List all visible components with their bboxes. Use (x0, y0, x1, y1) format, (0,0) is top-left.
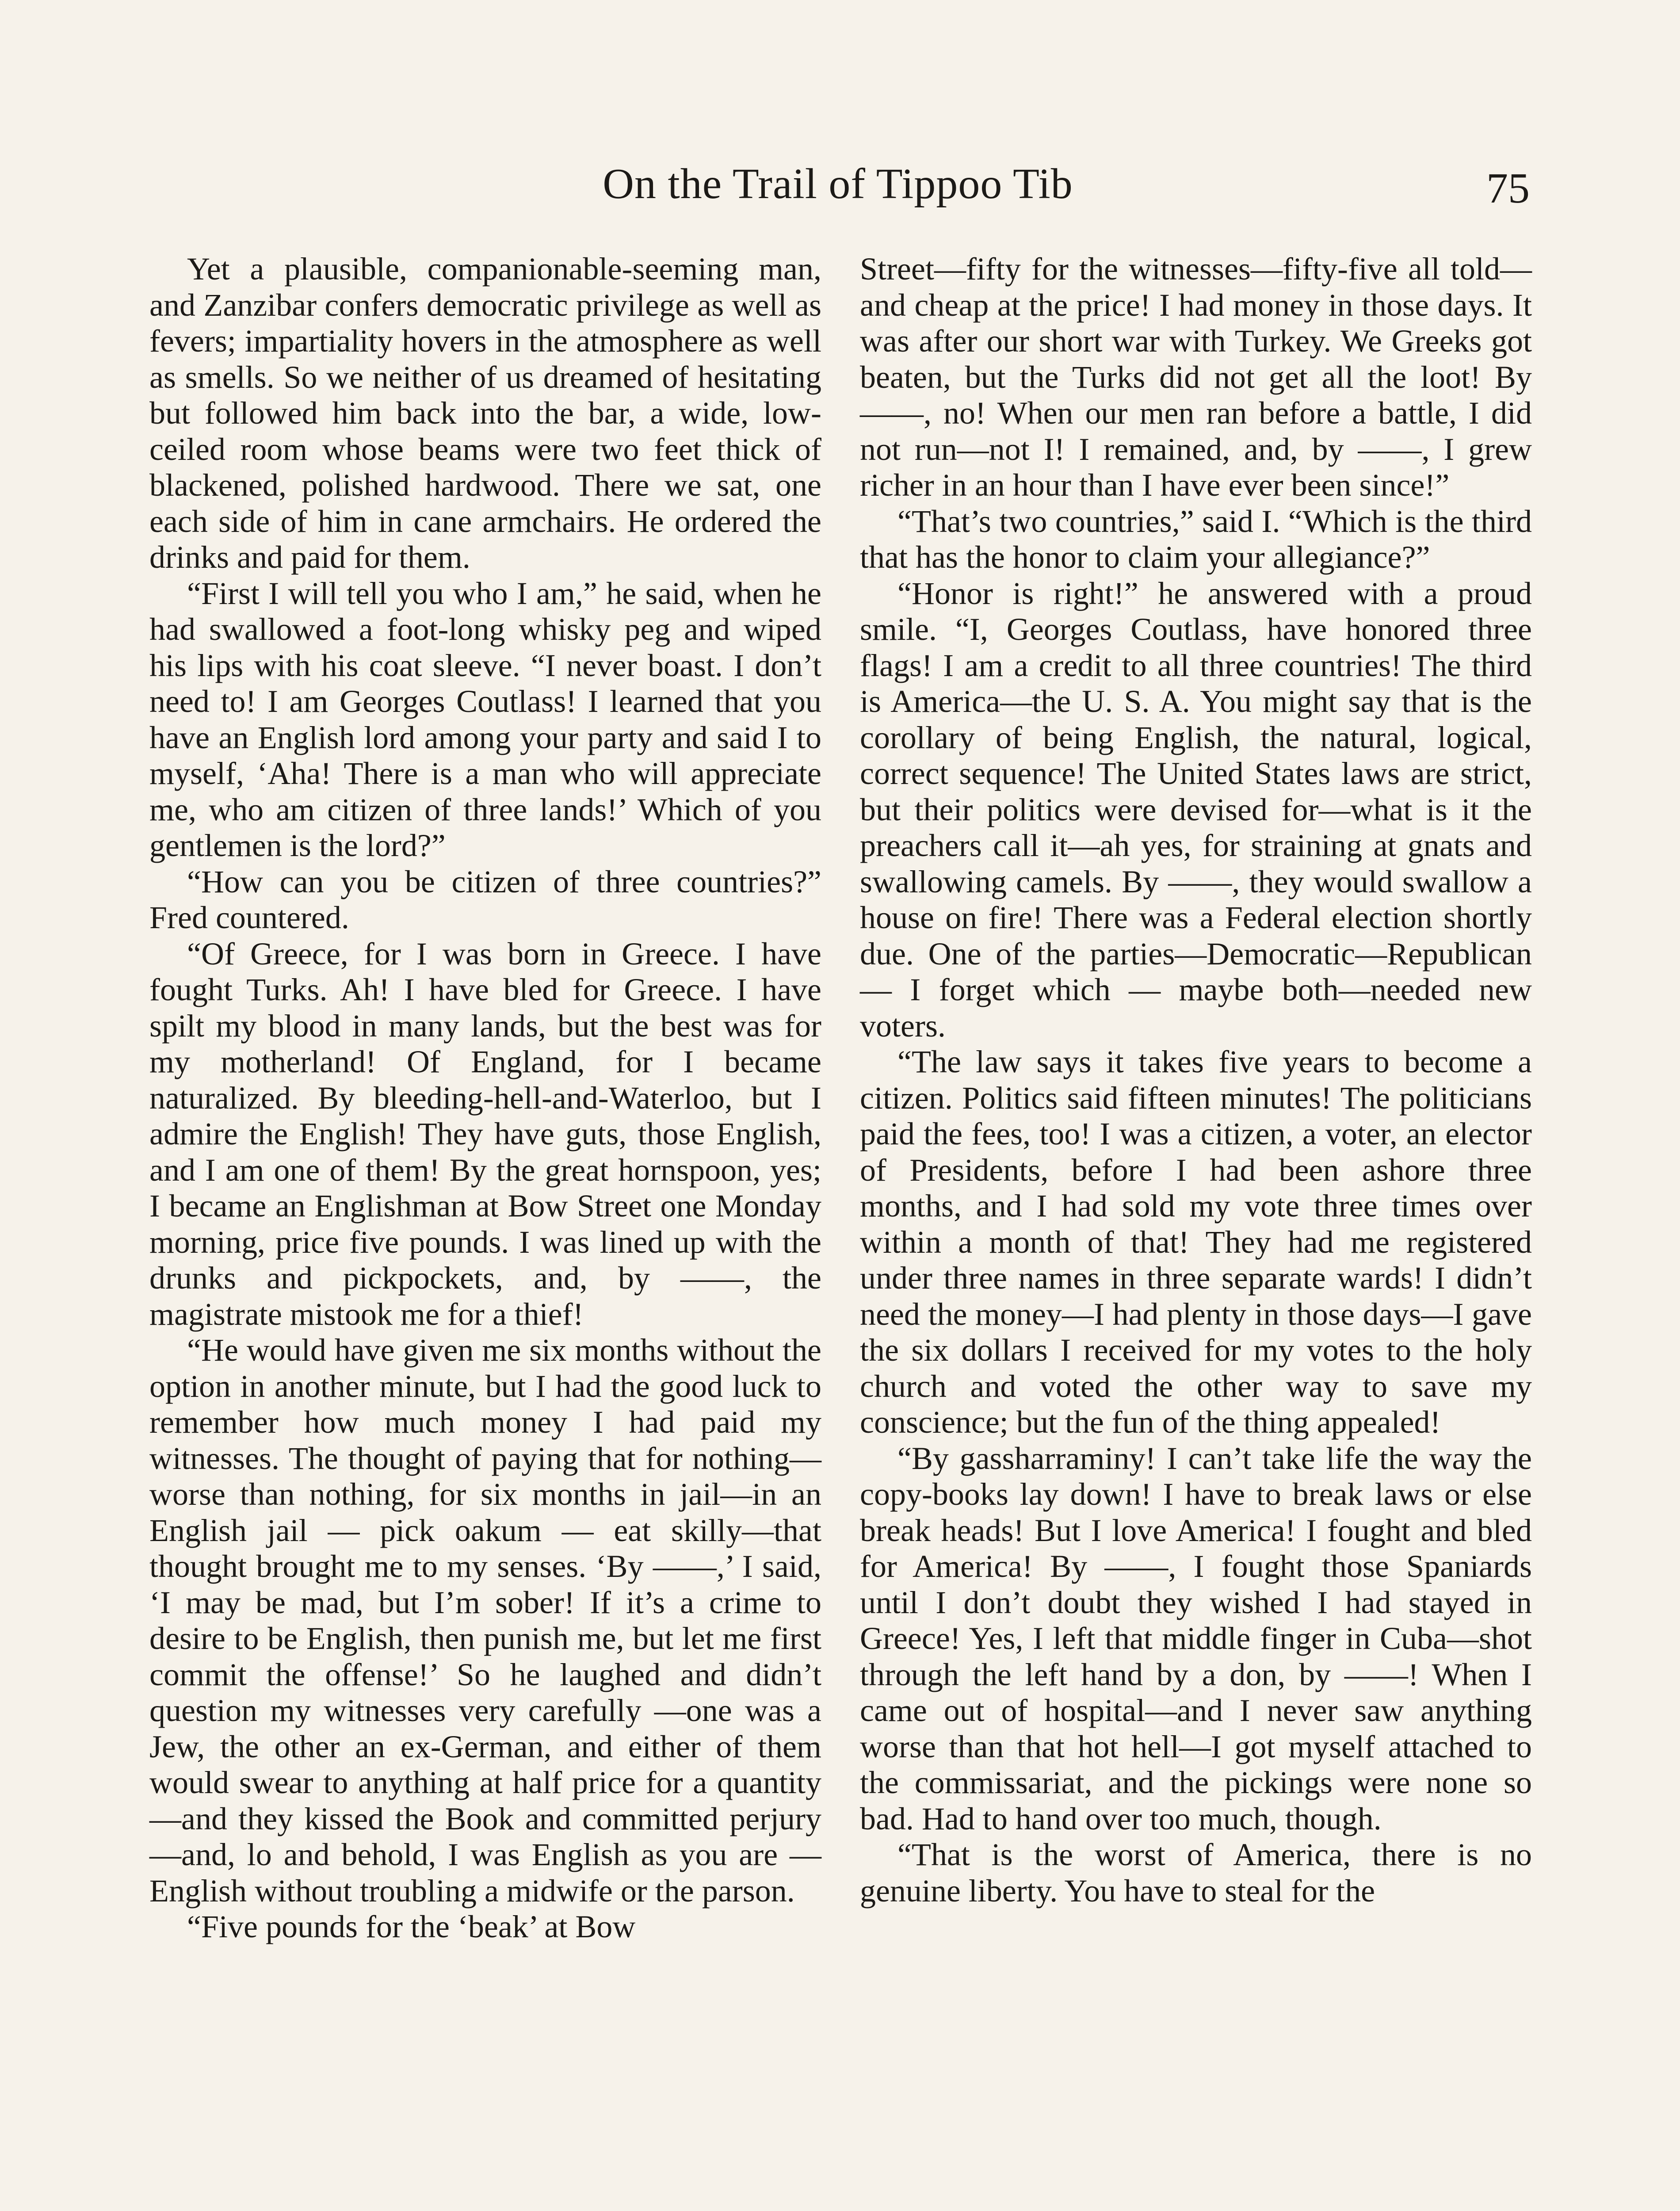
paragraph: “Honor is right!” he answered with a proud smile. “I, Georges Coutlass, have honored three flags! I am a credit to all three countries! The third is America—the U. S. A. You might say that is the corollary of being English, the natural, logical, correct sequence! The United States laws are strict, but their politics were devised for—what is it the preachers call it—ah yes, for straining at gnats and swallowing camels. By ——, they would swallow a house on fire! There was a Federal election shortly due. One of the parties—Democratic—Republican — I forget which — maybe both—needed new voters. (860, 575, 1532, 1044)
paragraph-continued: Street—fifty for the witnesses—fifty-five all told—and cheap at the price! I had money in those days. It was after our short war with Turkey. We Greeks got beaten, but the Turks did not get all the loot! By ——, no! When our men ran before a battle, I did not run—not I! I remained, and, by ——, I grew richer in an hour than I have ever been since!” (860, 251, 1532, 503)
paragraph: “That’s two countries,” said I. “Which is the third that has the honor to claim your allegiance?” (860, 503, 1532, 575)
right-text-column (860, 251, 1532, 1909)
page-number: 75 (1486, 164, 1530, 212)
running-title: On the Trail of Tippoo Tib (603, 160, 1073, 208)
paragraph: Yet a plausible, companionable-seeming man, and Zanzibar confers democratic privilege as well as fevers; impartiality hovers in the atmosphere as well as smells. So we neither of us dreamed of hesitating but followed him back into the bar, a wide, low-ceiled room whose beams were two feet thick of blackened, polished hardwood. There we sat, one each side of him in cane armchairs. He ordered the drinks and paid for them. (149, 251, 821, 575)
paragraph: “First I will tell you who I am,” he said, when he had swallowed a foot-long whisky peg and wiped his lips with his coat sleeve. “I never boast. I don’t need to! I am Georges Coutlass! I learned that you have an English lord among your party and said I to myself, ‘Aha! There is a man who will appreciate me, who am citizen of three lands!’ Which of you gentlemen is the lord?” (149, 575, 821, 863)
paragraph: “Five pounds for the ‘beak’ at Bow (187, 1909, 636, 1944)
paragraph: “How can you be citizen of three countries?” Fred countered. (149, 864, 821, 935)
paragraph: “He would have given me six months without the option in another minute, but I had the good luck to remember how much money I had paid my witnesses. The thought of paying that for nothing—worse than nothing, for six months in jail—in an English jail — pick oakum — eat skilly—that thought brought me to my senses. ‘By ——,’ I said, ‘I may be mad, but I’m sober! If it’s a crime to desire to be English, then punish me, but let me first commit the offense!’ So he laughed and didn’t question my witnesses very carefully —one was a Jew, the other an ex-German, and either of them would swear to anything at half price for a quantity—and they kissed the Book and committed perjury—and, lo and behold, I was English as you are —English without troubling a midwife or the parson. (149, 1332, 821, 1909)
left-text-column (149, 251, 821, 1945)
page-header (146, 159, 1530, 221)
paragraph: “Of Greece, for I was born in Greece. I have fought Turks. Ah! I have bled for Greece. I have spilt my blood in many lands, but the best was for my motherland! Of England, for I became naturalized. By bleeding-hell-and-Waterloo, but I admire the English! They have guts, those English, and I am one of them! By the great hornspoon, yes; I became an Englishman at Bow Street one Monday morning, price five pounds. I was lined up with the drunks and pickpockets, and, by ——, the magistrate mistook me for a thief! (149, 936, 821, 1332)
paragraph: “That is the worst of America, there is no genuine liberty. You have to steal for the (860, 1837, 1532, 1909)
paragraph: “The law says it takes five years to become a citizen. Politics said fifteen minutes! The politicians paid the fees, too! I was a citizen, a voter, an elector of Presidents, before I had been ashore three months, and I had sold my vote three times over within a month of that! They had me registered under three names in three separate wards! I didn’t need the money—I had plenty in those days—I gave the six dollars I received for my votes to the holy church and voted the other way to save my conscience; but the fun of the thing appealed! (860, 1044, 1532, 1440)
paragraph: “By gassharraminy! I can’t take life the way the copy-books lay down! I have to break laws or else break heads! But I love America! I fought and bled for America! By ——, I fought those Spaniards until I don’t doubt they wished I had stayed in Greece! Yes, I left that middle finger in Cuba—shot through the left hand by a don, by ——! When I came out of hospital—and I never saw anything worse than that hot hell—I got myself attached to the commissariat, and the pickings were none so bad. Had to hand over too much, though. (860, 1440, 1532, 1836)
